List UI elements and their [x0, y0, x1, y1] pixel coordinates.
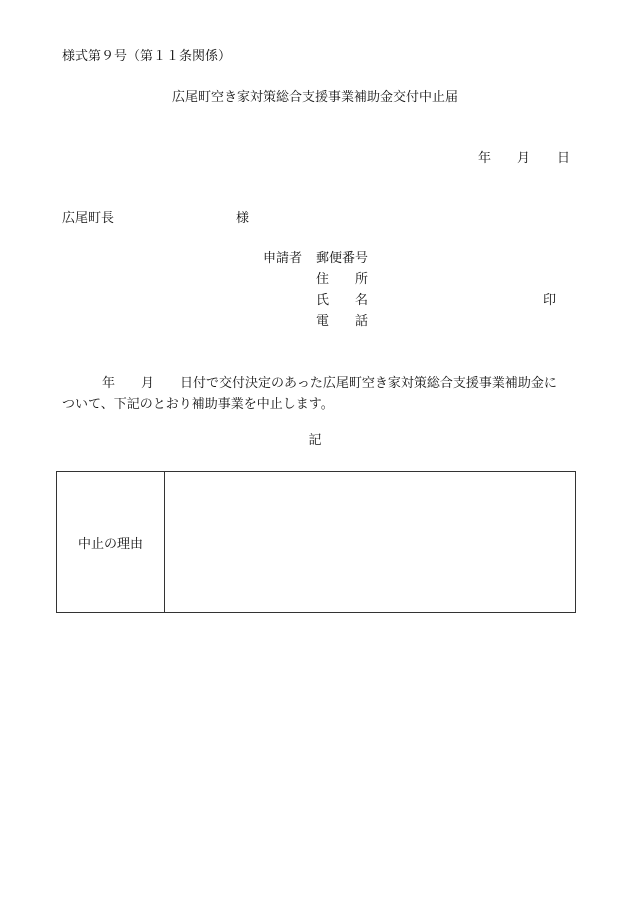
reason-table — [56, 471, 576, 613]
date-month-label: 月 — [517, 151, 531, 166]
phone-label: 電 話 — [316, 314, 369, 329]
seal-mark: 印 — [543, 293, 557, 308]
applicant-label: 申請者 — [263, 251, 303, 266]
body-paragraph — [62, 373, 582, 415]
reason-input-area[interactable] — [165, 472, 575, 612]
date-day-label: 日 — [557, 151, 571, 166]
date-year-label: 年 — [478, 151, 492, 166]
postal-code-label: 郵便番号 — [316, 251, 369, 266]
address-label: 住 所 — [316, 272, 369, 287]
addressee-honorific: 様 — [236, 211, 250, 226]
name-label: 氏 名 — [316, 293, 369, 308]
document-title: 広尾町空き家対策総合支援事業補助金交付中止届 — [171, 90, 458, 105]
body-line-2: ついて、下記のとおり補助事業を中止します。 — [62, 397, 334, 412]
record-mark: 記 — [308, 433, 322, 448]
addressee-name: 広尾町長 — [62, 211, 115, 226]
form-number: 様式第９号（第１１条関係） — [62, 49, 232, 64]
body-line-1: 年 月 日付で交付決定のあった広尾町空き家対策総合支援事業補助金に — [102, 376, 557, 391]
reason-label: 中止の理由 — [77, 536, 143, 552]
reason-label-cell — [57, 472, 165, 612]
